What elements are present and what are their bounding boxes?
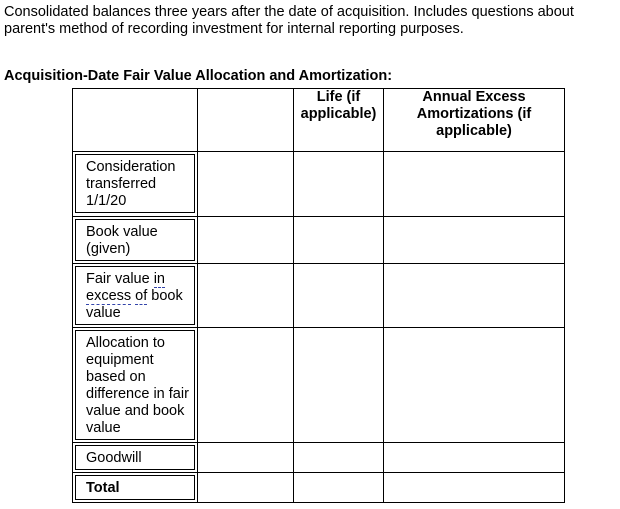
- header-annual-excess-amortizations: Annual Excess Amortizations (if applicable): [384, 89, 565, 152]
- header-cell-blank-1: [73, 89, 198, 152]
- spellcheck-underline: of: [135, 288, 148, 304]
- table-cell[interactable]: [198, 473, 294, 503]
- table-row: [73, 152, 565, 217]
- table-cell[interactable]: [294, 473, 384, 503]
- table-row: [73, 443, 565, 473]
- table-cell[interactable]: [384, 328, 565, 443]
- section-heading: Acquisition-Date Fair Value Allocation and Amortization:: [4, 68, 393, 84]
- table-row: [73, 217, 565, 264]
- allocation-table: [72, 88, 565, 503]
- row-label-consideration: Consideration transferred 1/1/20: [75, 154, 195, 213]
- table-header-row: [73, 89, 565, 152]
- table-cell[interactable]: [294, 264, 384, 328]
- table-row: [73, 264, 565, 328]
- table-cell[interactable]: [294, 443, 384, 473]
- table-cell[interactable]: [294, 328, 384, 443]
- table-cell[interactable]: [198, 443, 294, 473]
- table-cell[interactable]: [198, 264, 294, 328]
- table-cell[interactable]: [198, 152, 294, 217]
- table-cell[interactable]: [294, 152, 384, 217]
- table-cell[interactable]: [384, 443, 565, 473]
- intro-text: Consolidated balances three years after the date of acquisition. Includes questions about parent's method of recording investment for internal reporting purposes.: [4, 4, 574, 37]
- table-cell[interactable]: [384, 152, 565, 217]
- header-cell-blank-2: [198, 89, 294, 152]
- row-label-goodwill: Goodwill: [75, 445, 195, 470]
- table-cell[interactable]: [198, 328, 294, 443]
- table-cell[interactable]: [294, 217, 384, 264]
- spellcheck-underline: in: [153, 271, 165, 287]
- table-cell[interactable]: [384, 264, 565, 328]
- spellcheck-underline: excess: [86, 288, 132, 304]
- table-row: [73, 473, 565, 503]
- row-label-total: Total: [75, 475, 195, 500]
- table-cell[interactable]: [384, 473, 565, 503]
- row-label-allocation-equipment: Allocation to equipment based on difference in fair value and book value: [75, 330, 195, 440]
- row-label-fair-value-excess: Fair value in excess of book value: [75, 266, 195, 325]
- header-life: Life (if applicable): [294, 89, 384, 152]
- row-label-book-value: Book value (given): [75, 219, 195, 261]
- table-row: [73, 328, 565, 443]
- table-cell[interactable]: [198, 217, 294, 264]
- table-cell[interactable]: [384, 217, 565, 264]
